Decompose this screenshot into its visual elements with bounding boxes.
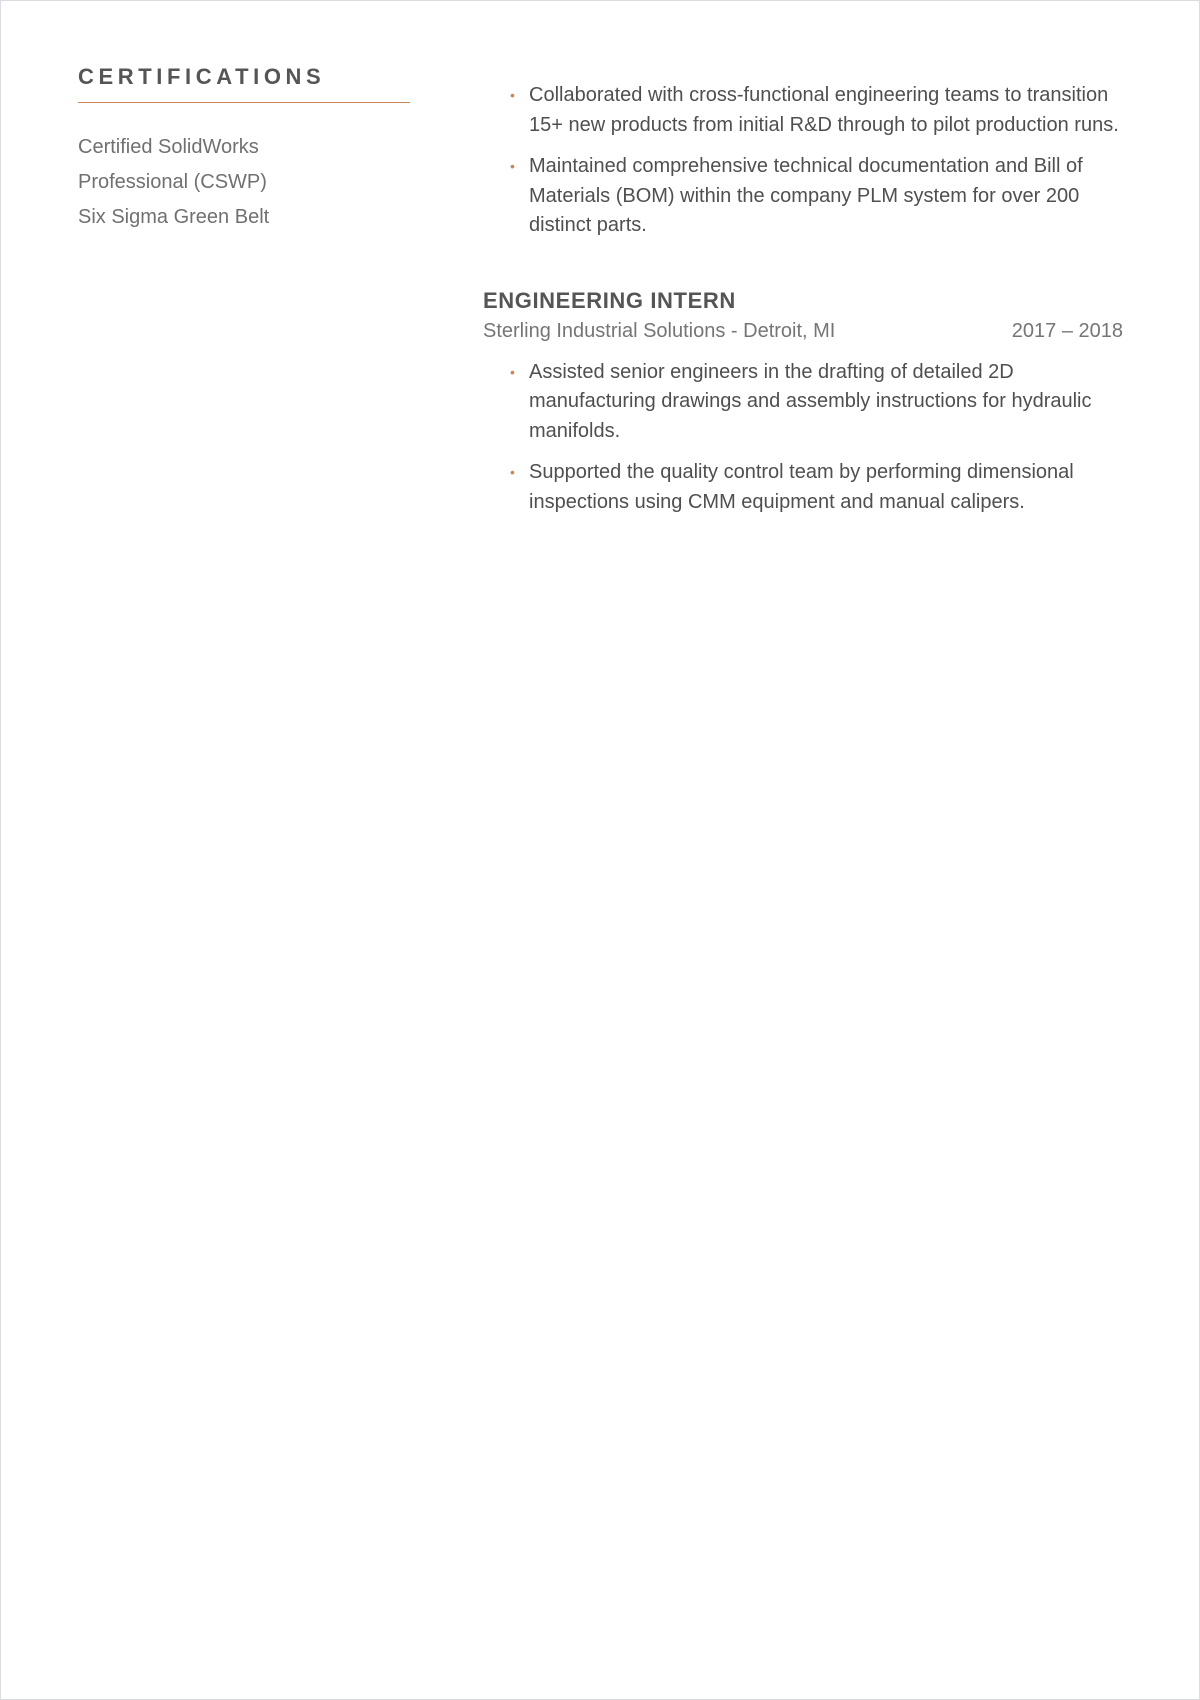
bullet-text: Collaborated with cross-functional engineering teams to transition 15+ new products from initial R&D through to pilot production runs. [529, 84, 1119, 136]
certifications-section [78, 63, 410, 235]
certifications-heading: CERTIFICATIONS [78, 63, 410, 103]
bullet-item [483, 458, 1123, 517]
experience-section [483, 81, 1123, 529]
bullet-dot-icon: • [510, 158, 515, 174]
bullet-dot-icon: • [510, 464, 515, 480]
company-location: Sterling Industrial Solutions - Detroit, MI [483, 319, 836, 342]
job-meta [483, 316, 1123, 346]
bullet-dot-icon: • [510, 87, 515, 103]
bullet-item [483, 81, 1123, 140]
bullet-text: Supported the quality control team by performing dimensional inspections using CMM equipment and manual calipers. [529, 461, 1074, 513]
bullet-dot-icon: • [510, 363, 515, 380]
certifications-list [78, 130, 410, 235]
bullet-item [483, 152, 1123, 241]
bullet-text: Assisted senior engineers in the drafting of detailed 2D manufacturing drawings and assembly instructions for hydraulic manifolds. [529, 360, 1092, 442]
certification-item: Six Sigma Green Belt [78, 206, 270, 228]
certification-item: Certified SolidWorks [78, 136, 259, 158]
job-title: ENGINEERING INTERN [483, 287, 736, 313]
job-dates: 2017 – 2018 [1011, 319, 1123, 342]
job-entry-intern [483, 287, 1123, 518]
intern-bullets [483, 358, 1123, 518]
bullet-item [483, 358, 1123, 447]
previous-job-bullets [483, 81, 1123, 241]
bullet-text: Maintained comprehensive technical documentation and Bill of Materials (BOM) within the company PLM system for over 200 distinct parts. [529, 155, 1083, 236]
certification-item: Professional (CSWP) [78, 171, 267, 193]
